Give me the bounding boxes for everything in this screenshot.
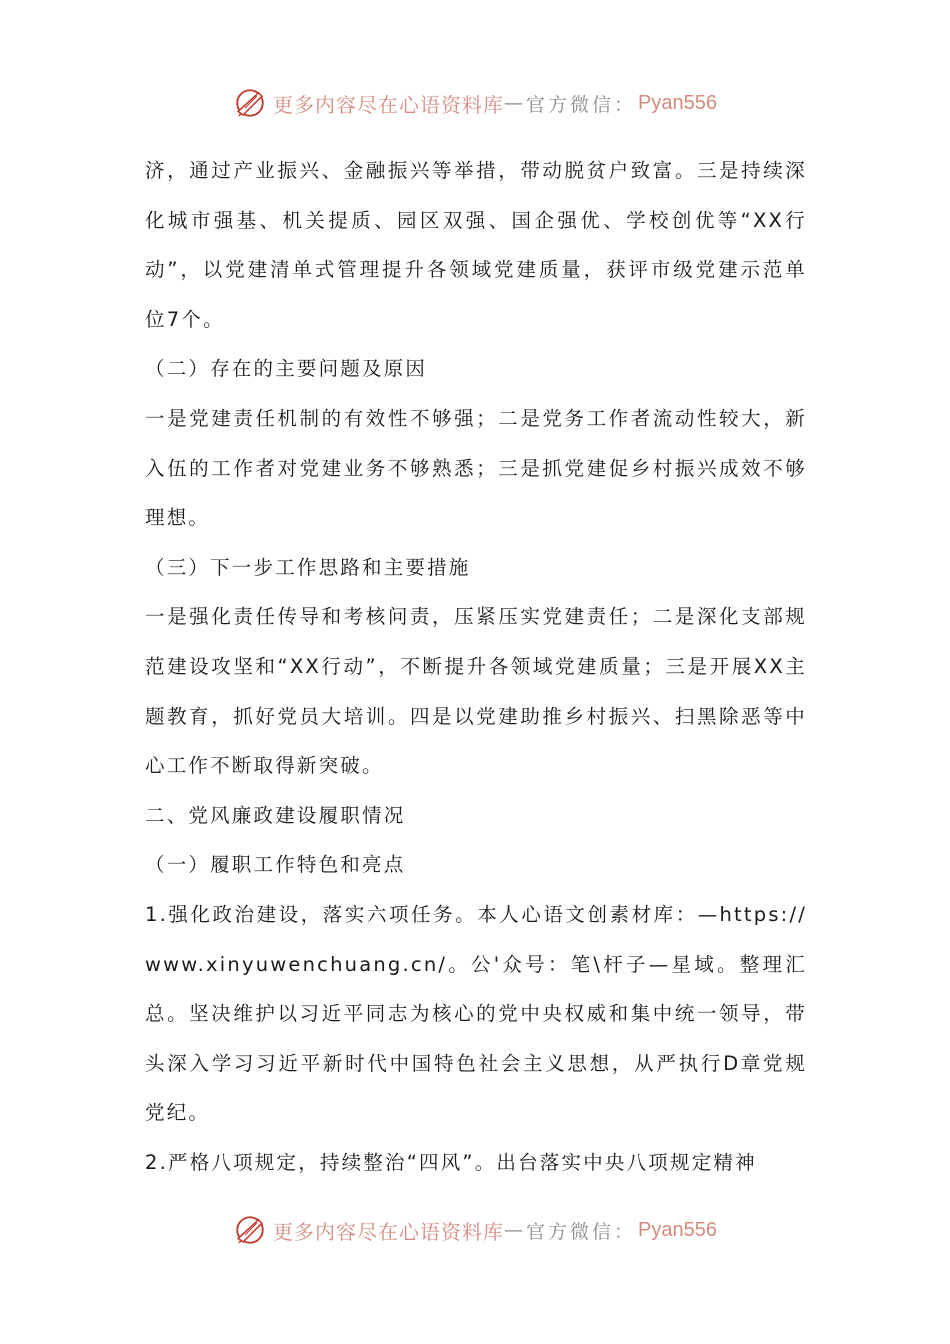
watermark-sub-text: 官方微信：: [526, 93, 637, 116]
section-heading: （三）下一步工作思路和主要措施: [145, 555, 471, 579]
paragraph-body: 2.严格八项规定，持续整治“四风”。出台落实中央八项规定精神: [145, 1150, 757, 1174]
footer-watermark: [0, 1210, 950, 1250]
paragraph-body: 一是党建责任机制的有效性不够强；二是党务工作者流动性较大，新入伍的工作者对党建业务不够熟悉；三是抓党建促乡村振兴成效不够理想。: [145, 406, 807, 530]
section-heading: （二）存在的主要问题及原因: [145, 357, 428, 381]
paragraph-body: 一是强化责任传导和考核问责，压紧压实党建责任；二是深化支部规范建设攻坚和“XX行动”，不断提升各领域党建质量；三是开展XX主题教育，抓好党员大培训。四是以党建助推乡村振兴、扫黑除恶等中心工作不断取得新突破。: [145, 605, 807, 778]
header-watermark: [0, 83, 950, 123]
watermark-main-text: 更多内容尽在心语资料库: [273, 92, 504, 117]
paragraph-body: 济，通过产业振兴、金融振兴等举措，带动脱贫户致富。三是持续深化城市强基、机关提质、园区双强、国企强优、学校创优等“XX行动”，以党建清单式管理提升各领域党建质量，获评市级党建示范单位7个。: [145, 159, 807, 331]
pen-nib-logo-icon: [233, 1213, 267, 1247]
document-body: [145, 146, 807, 1187]
chapter-heading: 二、党风廉政建设履职情况: [145, 803, 406, 827]
watermark-dash: —: [504, 1219, 526, 1241]
pen-nib-logo-icon: [233, 86, 267, 120]
watermark-wechat-id: Pyan556: [638, 91, 717, 114]
paragraph-body: 1.强化政治建设，落实六项任务。本人心语文创素材库：—https://www.xinyuwenchuang.cn/。公'众号：笔\杆子—星域。整理汇总。坚决维护以习近平同志为核心的党中央权威和集中统一领导，带头深入学习习近平新时代中国特色社会主义思想，从严执行D章党规党纪。: [145, 902, 807, 1125]
watermark-main-text: 更多内容尽在心语资料库: [273, 1219, 504, 1244]
watermark-wechat-id: Pyan556: [638, 1218, 717, 1241]
section-heading: （一）履职工作特色和亮点: [145, 853, 406, 877]
watermark-sub-text: 官方微信：: [526, 1220, 637, 1243]
watermark-dash: —: [504, 92, 526, 114]
